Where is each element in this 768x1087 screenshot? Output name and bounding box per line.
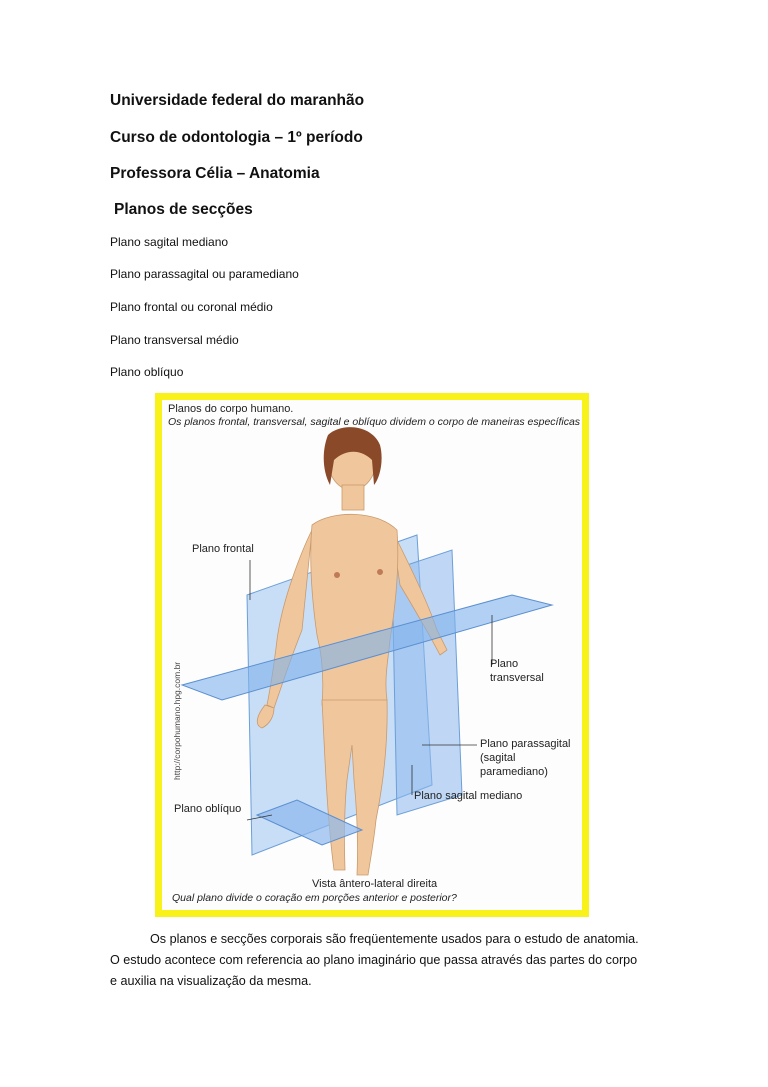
body-planes-illustration [162,400,582,910]
label-plano-transversal-1: Plano [490,658,519,670]
label-plano-obliquo: Plano oblíquo [174,803,242,815]
label-plano-parassagital-2: (sagital [480,752,516,764]
plane-list-item: Plano transversal médio [110,333,239,347]
plane-list-item: Plano frontal ou coronal médio [110,300,273,314]
figure-question: Qual plano divide o coração em porções anterior e posterior? [172,892,457,904]
paragraph-line-1: Os planos e secções corporais são freqüentemente usados para o estudo de anatomia. [150,932,639,946]
body-planes-figure [155,393,589,917]
label-plano-parassagital-3: paramediano) [480,766,548,778]
university-heading: Universidade federal do maranhão [110,92,365,109]
figure-inner [162,400,582,910]
plane-list-item: Plano oblíquo [110,365,184,379]
label-plano-transversal-2: transversal [490,672,544,684]
paragraph-line-3: e auxilia na visualização da mesma. [110,974,312,988]
plane-list-item: Plano parassagital ou paramediano [110,267,299,281]
course-heading: Curso de odontologia – 1º período [110,129,363,146]
label-plano-frontal: Plano frontal [192,543,254,555]
label-plano-parassagital-1: Plano parassagital [480,738,571,750]
plane-list-item: Plano sagital mediano [110,235,229,249]
figure-caption-subtitle: Os planos frontal, transversal, sagital e oblíquo dividem o corpo de maneiras específicas [168,416,581,428]
nipple [377,569,383,575]
figure-watermark: http://corpohumano.hpg.com.br [172,661,182,780]
paragraph-line-2: O estudo acontece com referencia ao plano imaginário que passa através das partes do corpo [110,953,638,967]
section-title: Planos de secções [114,201,253,218]
nipple [334,572,340,578]
label-view: Vista ântero-lateral direita [312,878,438,890]
figure-caption-title: Planos do corpo humano. [168,403,294,415]
professor-heading: Professora Célia – Anatomia [110,165,320,182]
label-plano-sagital-mediano: Plano sagital mediano [414,790,523,802]
body-paragraph [110,929,670,992]
